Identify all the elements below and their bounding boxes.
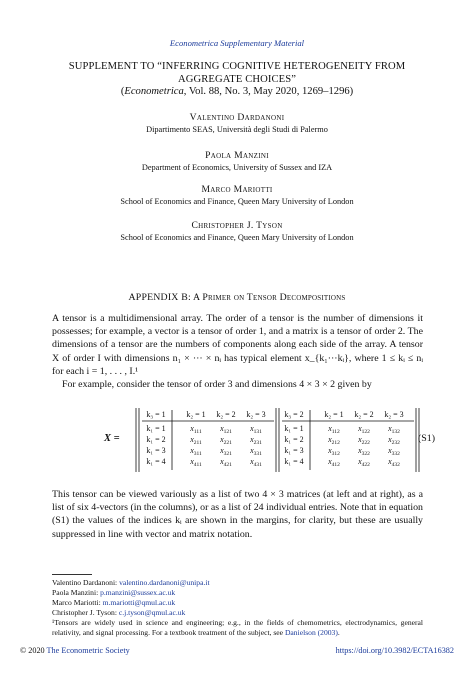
- row-label-left: k₁ = 2: [146, 435, 166, 444]
- paragraph-3: This tensor can be viewed variously as a list of two 4 × 3 matrices (at left and at right), as a list of six 4-vectors (in the columns), or as a list of 24 individual entries. Note that in equation (S1) the values of the indices kᵢ are shown in the margins, for clarity, but these are usually suppressed in line with vector and matrix notation.: [52, 489, 423, 540]
- tensor-matrix: [134, 407, 422, 473]
- journal-header: Econometrica Supplementary Material: [169, 38, 305, 48]
- tensor-entry: $x_{131}$: [250, 424, 262, 435]
- contact-label: Valentino Dardanoni:: [52, 578, 118, 587]
- tensor-entry: $x_{411}$: [190, 457, 202, 468]
- paragraph-1: A tensor is a multidimensional array. The order of a tensor is the number of dimensions it possesses; for example, a vector is a tensor of order 1, and a matrix is a tensor of order 2. The dimensions of a tensor are the numbers of components along each side of the array. A tensor X of order I with dimensions n₁ × ··· × nᵢ has typical element x_{k₁···kᵢ}, where 1 ≤ kᵢ ≤ nᵢ for each i = 1, . . . , I.¹: [52, 313, 423, 377]
- tensor-entry: $x_{431}$: [250, 457, 262, 468]
- tensor-entry: $x_{432}$: [388, 457, 400, 468]
- citation-details: , Vol. 88, No. 3, May 2020, 1269–1296): [183, 86, 354, 97]
- contact-label: Christopher J. Tyson:: [52, 608, 117, 617]
- email-link[interactable]: c.j.tyson@qmul.ac.uk: [118, 608, 186, 617]
- citation: (Econometrica, Vol. 88, No. 3, May 2020, 1269–1296): [120, 86, 354, 97]
- email-link[interactable]: p.manzini@sussex.ac.uk: [100, 588, 176, 597]
- title-line-1: SUPPLEMENT TO “INFERRING COGNITIVE HETEROGENEITY FROM: [68, 61, 406, 72]
- citation-journal: Econometrica: [124, 86, 184, 97]
- tensor-entry: $x_{211}$: [190, 435, 202, 446]
- paper-title: [40, 60, 434, 86]
- doi-link[interactable]: https://doi.org/10.3982/ECTA16382: [335, 646, 454, 655]
- author-block-2: [20, 150, 454, 172]
- row-label-right: k₁ = 3: [284, 446, 304, 455]
- tensor-entry: $x_{231}$: [250, 435, 262, 446]
- footnote-1-end: .: [337, 628, 340, 637]
- tensor-entry: $x_{121}$: [220, 424, 232, 435]
- column-header-left: k₂ = 1: [186, 410, 206, 419]
- tensor-entry: $x_{332}$: [388, 446, 400, 457]
- author-name: Paola Manzini: [205, 150, 269, 161]
- column-header-right: k₂ = 1: [324, 410, 344, 419]
- author-name: Valentino Dardanoni: [189, 112, 285, 123]
- footnote-rule: [52, 574, 92, 575]
- tensor-entry: $x_{222}$: [358, 435, 370, 446]
- tensor-entry: $x_{212}$: [328, 435, 340, 446]
- tensor-entry: $x_{331}$: [250, 446, 262, 457]
- tensor-matrix-figure: [134, 407, 422, 473]
- email-link[interactable]: valentino.dardanoni@unipa.it: [119, 578, 210, 587]
- row-label-left: k₁ = 3: [146, 446, 166, 455]
- tensor-entry: $x_{412}$: [328, 457, 340, 468]
- author-affiliation: Department of Economics, University of Sussex and IZA: [141, 163, 333, 172]
- author-block-3: [20, 184, 454, 206]
- row-label-left: k₁ = 1: [146, 424, 166, 433]
- contact-label: Marco Mariotti:: [52, 598, 101, 607]
- footnote-1: [52, 618, 423, 638]
- reference-link[interactable]: Danielson (2003): [284, 628, 338, 637]
- footer-copyright: [20, 646, 130, 655]
- row-label-right: k₁ = 1: [284, 424, 304, 433]
- footnote-contact-2: [52, 588, 423, 598]
- slice-label-left: k₃ = 1: [146, 410, 166, 419]
- tensor-entry: $x_{122}$: [358, 424, 370, 435]
- slice-label-right: k₃ = 2: [284, 410, 304, 419]
- footnote-contact-3: [52, 598, 423, 608]
- title-line-2: AGGREGATE CHOICES”: [177, 74, 297, 85]
- contact-label: Paola Manzini:: [52, 588, 99, 597]
- paragraph-2: For example, consider the tensor of order 3 and dimensions 4 × 3 × 2 given by: [62, 379, 372, 390]
- tensor-entry: $x_{132}$: [388, 424, 400, 435]
- footnote-contact-4: [52, 608, 423, 618]
- tensor-entry: $x_{221}$: [220, 435, 232, 446]
- tensor-entry: $x_{312}$: [328, 446, 340, 457]
- equation-s1: [52, 405, 442, 475]
- author-name: Christopher J. Tyson: [191, 220, 283, 231]
- row-label-right: k₁ = 4: [284, 457, 304, 466]
- footnote-1-text: ¹Tensors are widely used in science and engineering; e.g., in the fields of chemometrics, electrodynamics, general relativity, and signal processing. For a textbook treatment of the subject, see: [52, 618, 423, 637]
- tensor-entry: $x_{422}$: [358, 457, 370, 468]
- tensor-entry: $x_{322}$: [358, 446, 370, 457]
- column-header-right: k₂ = 3: [384, 410, 404, 419]
- tensor-entry: $x_{112}$: [328, 424, 340, 435]
- row-label-right: k₁ = 2: [284, 435, 304, 444]
- equation-lhs: X =: [104, 433, 120, 444]
- tensor-entry: $x_{111}$: [190, 424, 202, 435]
- column-header-right: k₂ = 2: [354, 410, 374, 419]
- tensor-entry: $x_{311}$: [190, 446, 202, 457]
- column-header-left: k₂ = 2: [216, 410, 236, 419]
- tensor-entry: $x_{232}$: [388, 435, 400, 446]
- appendix-heading: APPENDIX B: A Primer on Tensor Decompositions: [128, 292, 346, 303]
- footnote-contact-1: [52, 578, 423, 588]
- tensor-entry: $x_{421}$: [220, 457, 232, 468]
- author-block-1: [20, 112, 454, 134]
- email-link[interactable]: m.mariotti@qmul.ac.uk: [102, 598, 176, 607]
- equation-tag: (S1): [418, 433, 436, 444]
- column-header-left: k₂ = 3: [246, 410, 266, 419]
- copyright-prefix: © 2020: [20, 646, 47, 655]
- author-block-4: [20, 220, 454, 242]
- equation-tag-number: S1: [421, 433, 432, 444]
- author-affiliation: Dipartimento SEAS, Università degli Studi di Palermo: [146, 125, 328, 134]
- author-affiliation: School of Economics and Finance, Queen Mary University of London: [120, 233, 354, 242]
- row-label-left: k₁ = 4: [146, 457, 166, 466]
- publisher-link[interactable]: The Econometric Society: [46, 646, 130, 655]
- author-affiliation: School of Economics and Finance, Queen Mary University of London: [120, 197, 354, 206]
- tensor-entry: $x_{321}$: [220, 446, 232, 457]
- author-name: Marco Mariotti: [201, 184, 273, 195]
